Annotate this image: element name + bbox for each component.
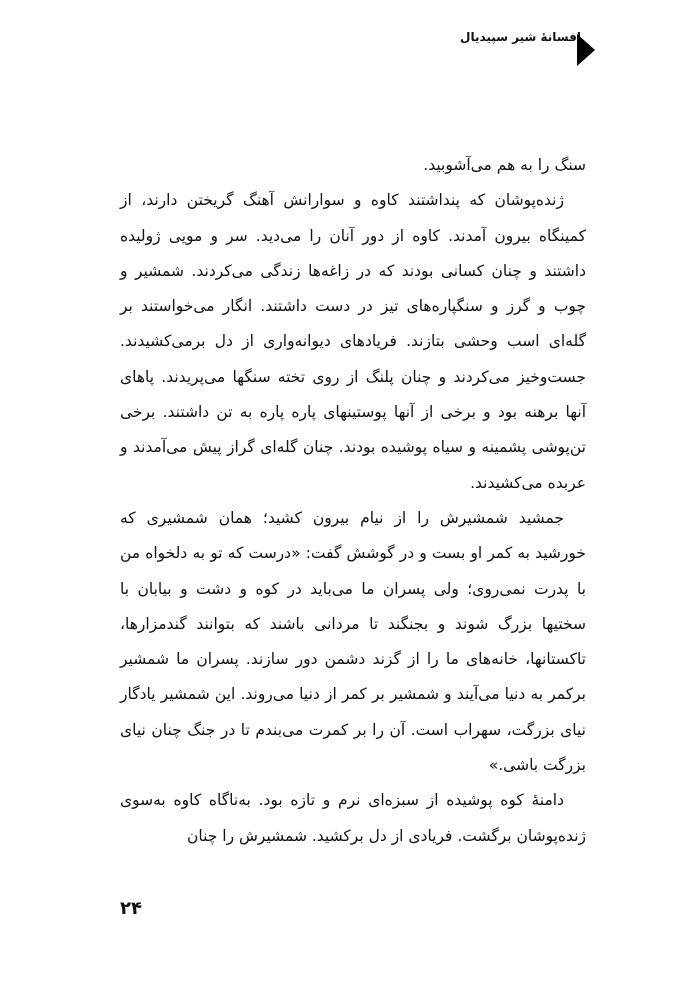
page-number: ۲۴ bbox=[120, 898, 142, 919]
running-header-title: افسانهٔ شیر سپیدیال bbox=[460, 30, 581, 44]
paragraph-3: جمشید شمشیرش را از نیام بیرون کشید؛ همان شمشیری که خورشید به کمر او بست و در گوشش گفت: «درست که تو به دلخواه من با پدرت نمی‌روی؛ ولی پسران ما می‌باید در کوه و دشت و بیابان با سختیها بزرگ شوند و بجنگند تا مردانی باشند که بتوانند گندمزارها، تاکستانها، خانه‌های ما را از گزند دشمن دور سازند. پسران ما شمشیر برکمر به دنیا می‌آیند و شمشیر بر کمر از دنیا می‌روند. این شمشیر یادگار نیای بزرگت، سهراب است. آن را بر کمرت می‌بندم تا در جنگ چنان نیای بزرگت باشی.» bbox=[120, 508, 586, 775]
paragraph-1: سنگ را به هم می‌آشوبید. bbox=[423, 156, 586, 174]
paragraph-4: دامنهٔ کوه پوشیده از سبزه‌ای نرم و تازه بود. به‌ناگاه کاوه به‌سوی ژنده‌پوشان برگشت. فریادی از دل برکشید. شمشیرش را چنان bbox=[120, 791, 586, 845]
body-text bbox=[120, 148, 586, 854]
triangle-left-icon bbox=[577, 34, 595, 66]
paragraph-2: ژنده‌پوشان که پنداشتند کاوه و سوارانش آهنگ گریختن دارند، از کمینگاه بیرون آمدند. کاوه از دور آنان را می‌دید. سر و مویی ژولیده داشتند و چنان کسانی بودند که در زاغه‌ها زندگی می‌کردند. شمشیر و چوب و گرز و سنگپاره‌های تیز در دست داشتند. انگار می‌خواستند بر گله‌ای اسب وحشی بتازند. فریادهای دیوانه‌واری از دل برمی‌کشیدند. جست‌وخیز می‌کردند و چنان پلنگ از روی تخته سنگها می‌پریدند. پاهای آنها برهنه بود و برخی از آنها پوستینهای پاره پاره به تن داشتند. برخی تن‌پوشی پشمینه و سیاه پوشیده بودند. چنان گله‌ای گراز پیش می‌آمدند و عربده می‌کشیدند. bbox=[120, 191, 586, 492]
